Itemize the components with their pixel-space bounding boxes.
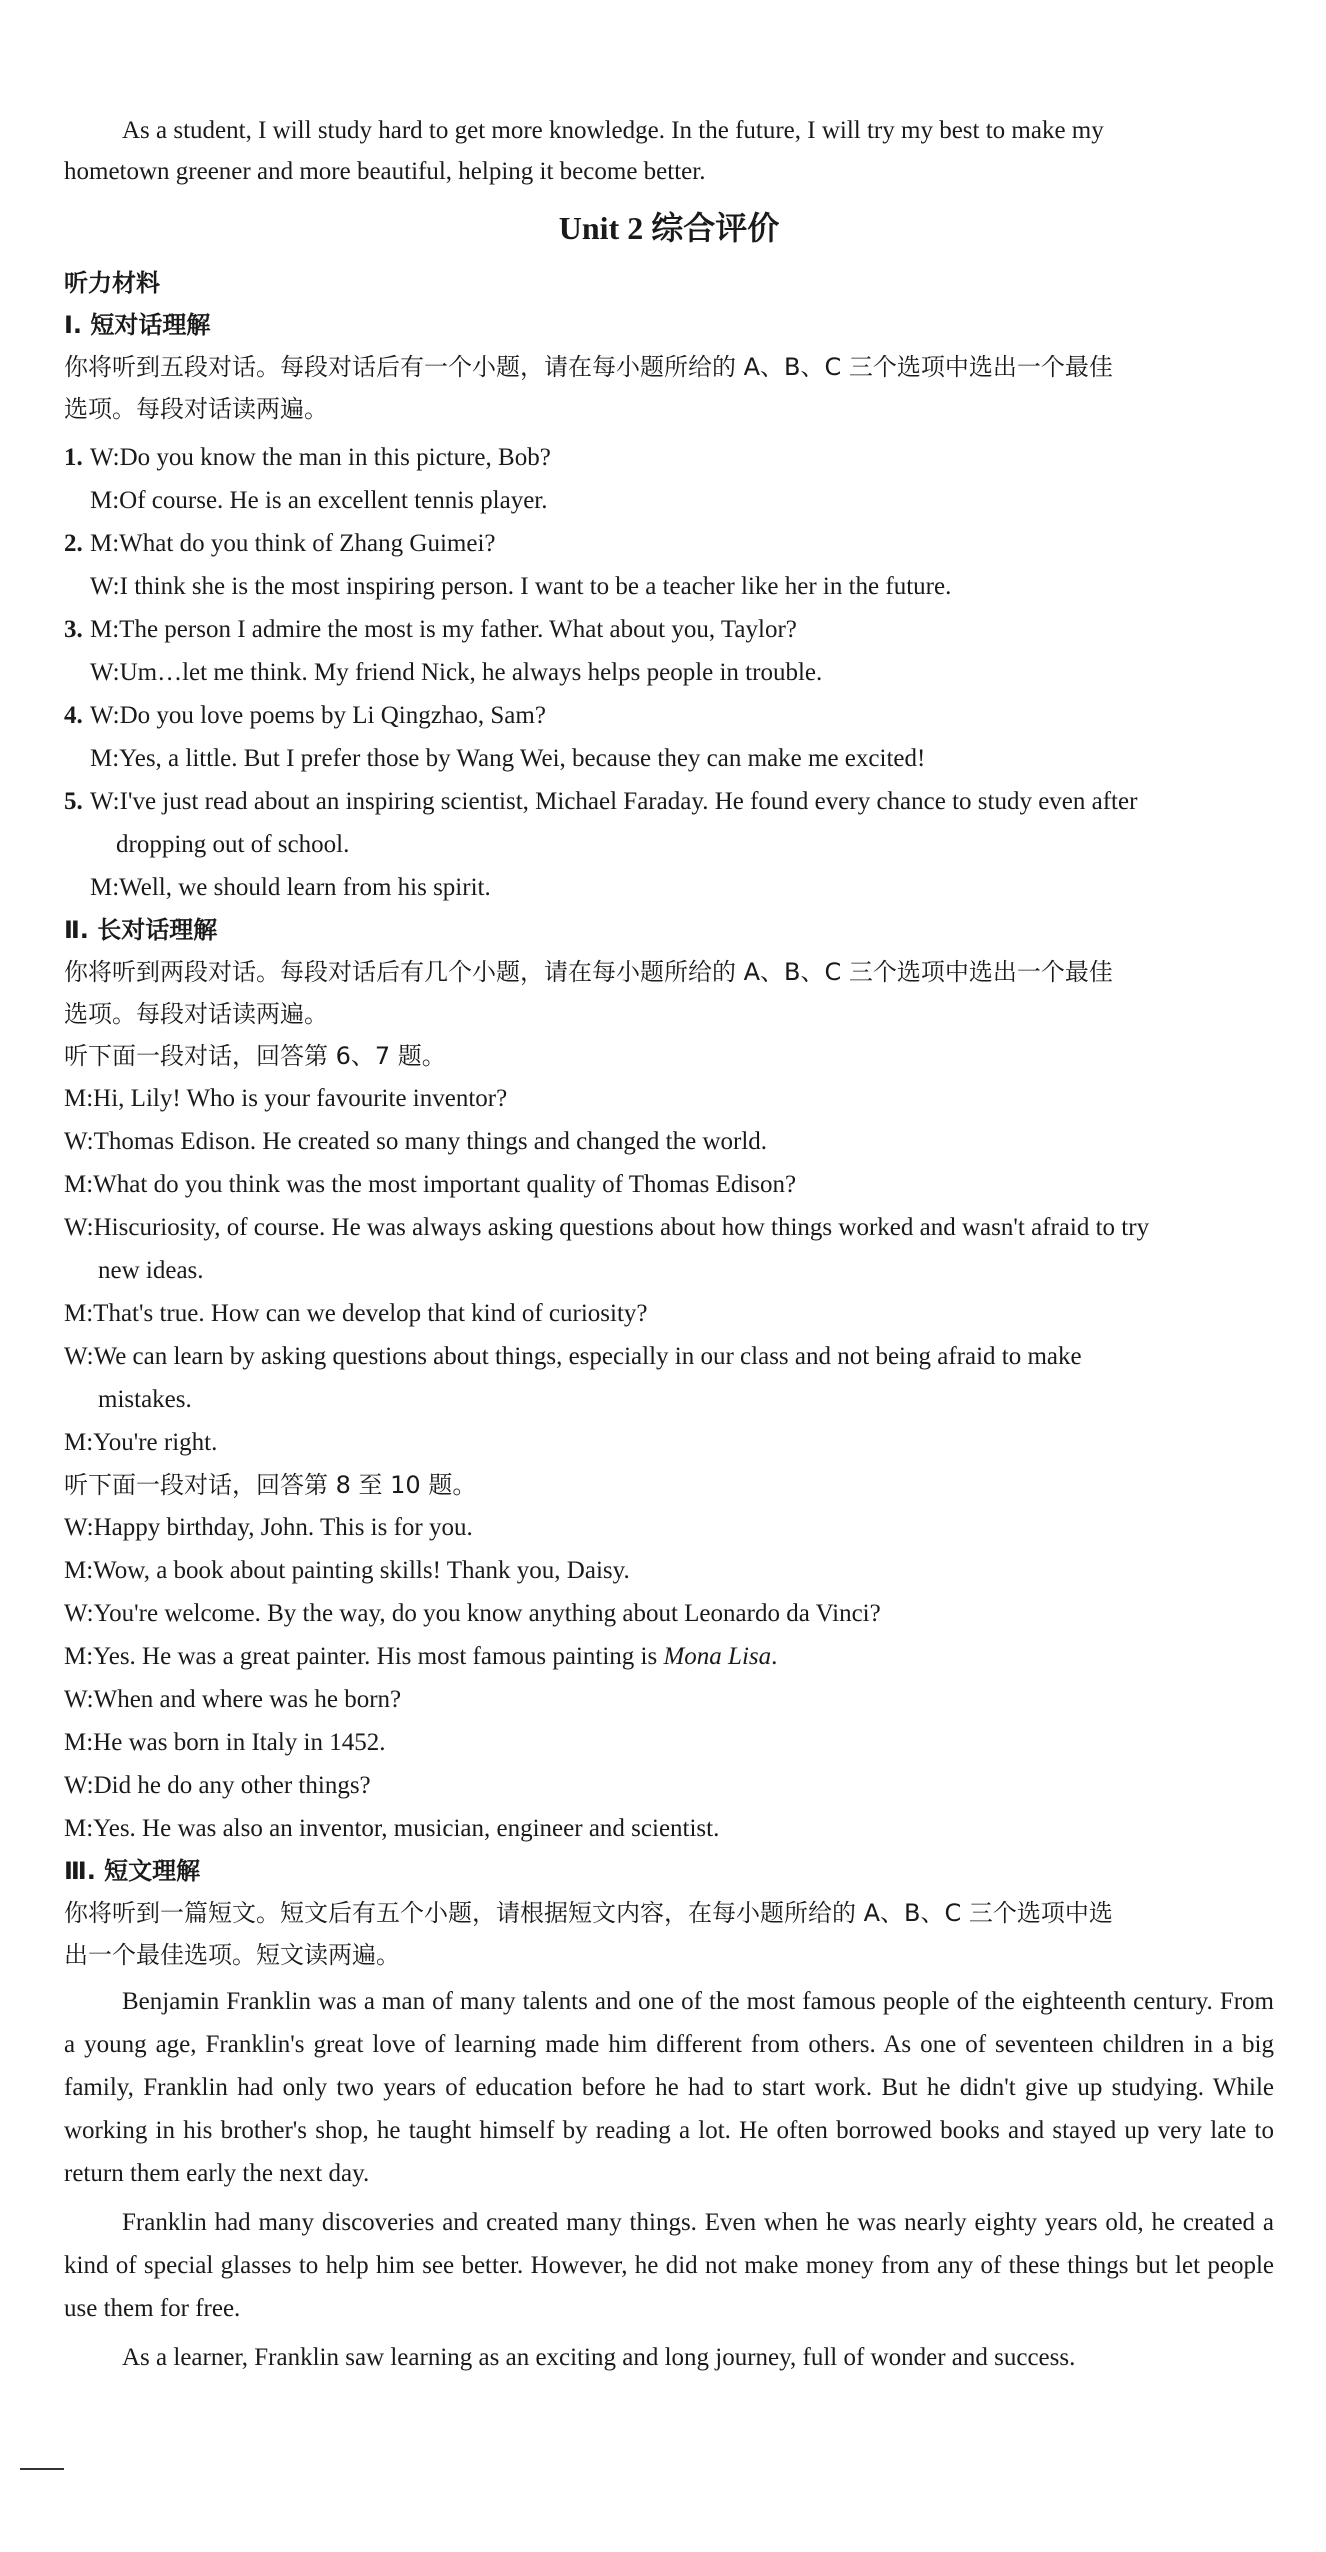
item-number: 4. xyxy=(64,702,83,729)
passage-paragraph-2: Franklin had many discoveries and created many things. Even when he was nearly eighty years old, he created a kind of special glasses to help him see better. However, he did not make money from any of these things but let people use them for free. xyxy=(64,2209,1274,2322)
item-question: W:Do you know the man in this picture, Bob? xyxy=(90,444,551,471)
item-answer: W:I think she is the most inspiring person. I want to be a teacher like her in the future. xyxy=(90,573,952,600)
section-1-heading: Ⅰ. 短对话理解 xyxy=(64,311,211,339)
item-answer: M:Of course. He is an excellent tennis player. xyxy=(90,487,548,514)
dialog-line-continued: new ideas. xyxy=(98,1257,204,1284)
dialog-line: M:Hi, Lily! Who is your favourite inventor? xyxy=(64,1085,508,1112)
list-item xyxy=(64,436,1274,479)
dialog-text-end: . xyxy=(771,1643,778,1670)
list-item xyxy=(64,694,1274,737)
dialog-line: W:Thomas Edison. He created so many things and changed the world. xyxy=(64,1128,768,1155)
page-footer-rule xyxy=(20,2468,64,2470)
dialog-line: M:He was born in Italy in 1452. xyxy=(64,1729,386,1756)
dialog-line: W:Happy birthday, John. This is for you. xyxy=(64,1514,473,1541)
intro-line-1: As a student, I will study hard to get more knowledge. In the future, I will try my best to make my xyxy=(122,117,1104,144)
dialog-line: M:That's true. How can we develop that kind of curiosity? xyxy=(64,1300,648,1327)
dialog-line: M:What do you think was the most important quality of Thomas Edison? xyxy=(64,1171,797,1198)
item-answer: M:Well, we should learn from his spirit. xyxy=(90,874,491,901)
list-item xyxy=(64,780,1274,866)
item-question: W:Do you love poems by Li Qingzhao, Sam? xyxy=(90,702,546,729)
item-number: 2. xyxy=(64,530,83,557)
section-2-instruction-line-1: 你将听到两段对话。每段对话后有几个小题，请在每小题所给的 A、B、C 三个选项中选出一个最佳 xyxy=(64,958,1113,986)
section-3-instruction-line-1: 你将听到一篇短文。短文后有五个小题，请根据短文内容，在每小题所给的 A、B、C 三个选项中选 xyxy=(64,1899,1113,1927)
item-question: M:What do you think of Zhang Guimei? xyxy=(90,530,496,557)
painting-title: Mona Lisa xyxy=(663,1643,772,1670)
dialog-text: M:Yes. He was a great painter. His most famous painting is xyxy=(64,1643,664,1670)
section-3-heading: Ⅲ. 短文理解 xyxy=(64,1857,201,1885)
list-item xyxy=(64,608,1274,651)
dialog-line: W:When and where was he born? xyxy=(64,1686,402,1713)
item-question: M:The person I admire the most is my father. What about you, Taylor? xyxy=(90,616,797,643)
item-question-line-1: W:I've just read about an inspiring scientist, Michael Faraday. He found every chance to study even after xyxy=(90,788,1138,815)
item-number: 3. xyxy=(64,616,83,643)
section-2-instruction-line-2: 选项。每段对话读两遍。 xyxy=(64,1000,328,1028)
dialog-line: M:Wow, a book about painting skills! Thank you, Daisy. xyxy=(64,1557,630,1584)
dialog-line: W:Hiscuriosity, of course. He was always asking questions about how things worked and wasn't afraid to try xyxy=(64,1214,1150,1241)
section-2-heading: Ⅱ. 长对话理解 xyxy=(64,916,218,944)
dialog-line: W:You're welcome. By the way, do you know anything about Leonardo da Vinci? xyxy=(64,1600,881,1627)
dialog-line: W:We can learn by asking questions about things, especially in our class and not being afraid to make xyxy=(64,1343,1082,1370)
item-question xyxy=(90,780,1274,866)
intro-line-2: hometown greener and more beautiful, helping it become better. xyxy=(64,158,706,185)
section-1-instruction-line-1: 你将听到五段对话。每段对话后有一个小题，请在每小题所给的 A、B、C 三个选项中选出一个最佳 xyxy=(64,353,1113,381)
item-number: 5. xyxy=(64,788,83,815)
listening-heading: 听力材料 xyxy=(64,269,160,297)
section-1-instruction-line-2: 选项。每段对话读两遍。 xyxy=(64,395,328,423)
unit-title: Unit 2 综合评价 xyxy=(558,210,780,246)
dialog-line: M:Yes. He was also an inventor, musician, engineer and scientist. xyxy=(64,1815,720,1842)
item-number: 1. xyxy=(64,444,83,471)
passage-paragraph-1: Benjamin Franklin was a man of many talents and one of the most famous people of the eighteenth century. From a young age, Franklin's great love of learning made him different from others. As one of seventeen children in a big family, Franklin had only two years of education before he had to start work. But he didn't give up studying. While working in his brother's shop, he taught himself by reading a lot. He often borrowed books and stayed up very late to return them early the next day. xyxy=(64,1988,1274,2187)
dialog-1-intro: 听下面一段对话，回答第 6、7 题。 xyxy=(64,1042,446,1070)
dialog-line: W:Did he do any other things? xyxy=(64,1772,371,1799)
dialog-line xyxy=(64,1635,1274,1678)
item-answer: W:Um…let me think. My friend Nick, he always helps people in trouble. xyxy=(90,659,823,686)
dialog-line-continued: mistakes. xyxy=(98,1386,192,1413)
document-content xyxy=(64,110,1274,2379)
item-answer: M:Yes, a little. But I prefer those by Wang Wei, because they can make me excited! xyxy=(90,745,926,772)
item-question-line-2: dropping out of school. xyxy=(116,831,350,858)
dialog-line: M:You're right. xyxy=(64,1429,218,1456)
list-item xyxy=(64,522,1274,565)
dialog-2-intro: 听下面一段对话，回答第 8 至 10 题。 xyxy=(64,1471,477,1499)
passage-paragraph-3: As a learner, Franklin saw learning as an exciting and long journey, full of wonder and success. xyxy=(122,2344,1076,2371)
section-3-instruction-line-2: 出一个最佳选项。短文读两遍。 xyxy=(64,1941,400,1969)
